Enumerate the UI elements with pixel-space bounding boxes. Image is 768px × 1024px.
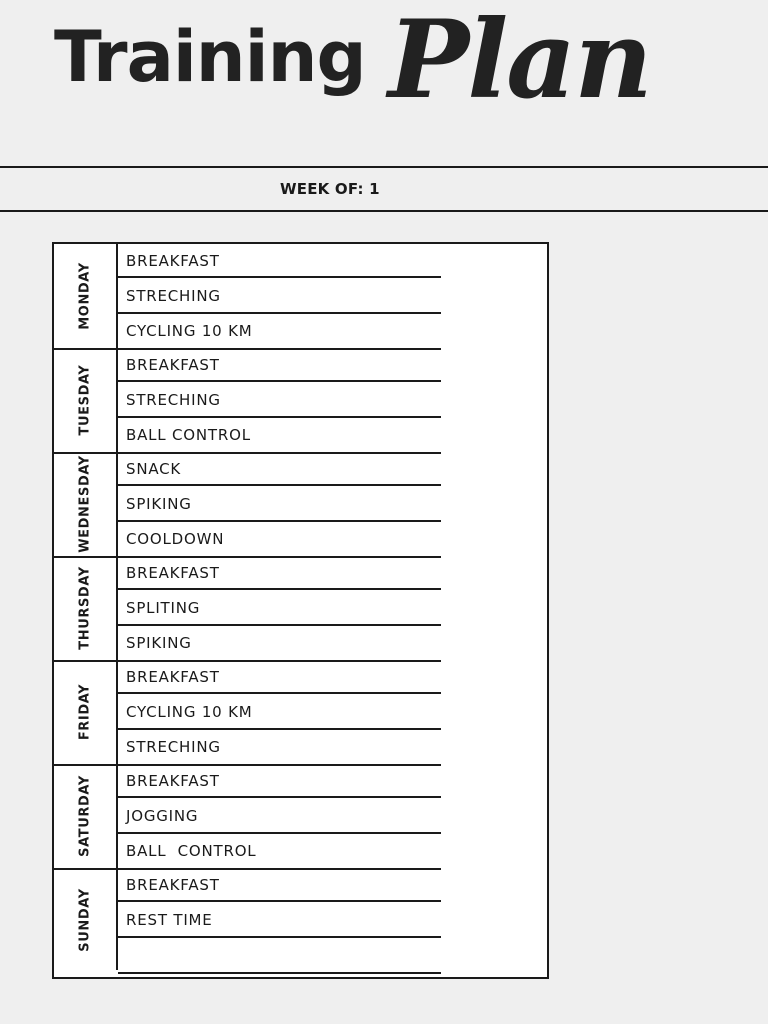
activity-row xyxy=(118,590,441,626)
activity-row xyxy=(118,660,441,694)
day-separator xyxy=(118,972,441,974)
activity-text: STRECHING xyxy=(126,391,221,409)
day-block-friday xyxy=(54,660,441,764)
day-name: WEDNESDAY xyxy=(77,455,93,553)
activity-row xyxy=(118,348,441,382)
week-label: WEEK OF: 1 xyxy=(280,180,380,198)
header-divider-top xyxy=(0,166,768,168)
activity-row xyxy=(118,418,441,452)
activity-text: BREAKFAST xyxy=(126,876,220,894)
activity-row xyxy=(118,626,441,660)
activity-row xyxy=(118,798,441,834)
day-name: FRIDAY xyxy=(77,683,93,741)
activity-row xyxy=(118,486,441,522)
activity-text: CYCLING 10 KM xyxy=(126,703,253,721)
page-title-script: Plan xyxy=(388,0,651,123)
day-label-cell xyxy=(54,348,116,452)
activity-row xyxy=(118,902,441,938)
activity-row xyxy=(118,452,441,486)
activity-row xyxy=(118,522,441,556)
day-name: THURSDAY xyxy=(77,566,93,650)
activity-row xyxy=(118,834,441,868)
activity-text: CYCLING 10 KM xyxy=(126,322,253,340)
day-name: SUNDAY xyxy=(77,888,93,952)
activity-text: SPLITING xyxy=(126,599,201,617)
day-name: TUESDAY xyxy=(77,364,93,436)
day-label-cell xyxy=(54,244,116,348)
activity-text: BALL CONTROL xyxy=(126,842,257,860)
activity-row xyxy=(118,278,441,314)
activity-row xyxy=(118,694,441,730)
day-block-saturday xyxy=(54,764,441,868)
day-name: SATURDAY xyxy=(77,775,93,857)
activity-text: STRECHING xyxy=(126,738,221,756)
activity-text: REST TIME xyxy=(126,911,213,929)
activity-text: SPIKING xyxy=(126,634,192,652)
activity-text: JOGGING xyxy=(126,807,199,825)
activity-row xyxy=(118,556,441,590)
activity-row xyxy=(118,938,441,972)
activity-text: BREAKFAST xyxy=(126,668,220,686)
activity-text: BALL CONTROL xyxy=(126,426,251,444)
activity-row xyxy=(118,868,441,902)
activity-row xyxy=(118,730,441,764)
activity-text: BREAKFAST xyxy=(126,772,220,790)
day-label-cell xyxy=(54,556,116,660)
day-block-monday xyxy=(54,244,441,348)
weekly-planner xyxy=(52,242,549,979)
activity-row xyxy=(118,764,441,798)
day-block-sunday xyxy=(54,868,441,972)
day-label-cell xyxy=(54,452,116,556)
day-block-thursday xyxy=(54,556,441,660)
activity-text: BREAKFAST xyxy=(126,252,220,270)
page-title: Training xyxy=(54,16,366,98)
activity-row xyxy=(118,382,441,418)
activity-row xyxy=(118,314,441,348)
day-block-wednesday xyxy=(54,452,441,556)
activity-text: COOLDOWN xyxy=(126,530,225,548)
day-label-cell xyxy=(54,868,116,972)
day-block-tuesday xyxy=(54,348,441,452)
header-divider-bottom xyxy=(0,210,768,212)
activity-text: BREAKFAST xyxy=(126,564,220,582)
activity-text: SPIKING xyxy=(126,495,192,513)
activity-text: BREAKFAST xyxy=(126,356,220,374)
activity-text: SNACK xyxy=(126,460,182,478)
activity-text: STRECHING xyxy=(126,287,221,305)
day-name: MONDAY xyxy=(77,262,93,330)
day-label-cell xyxy=(54,660,116,764)
activity-row xyxy=(118,244,441,278)
day-label-cell xyxy=(54,764,116,868)
